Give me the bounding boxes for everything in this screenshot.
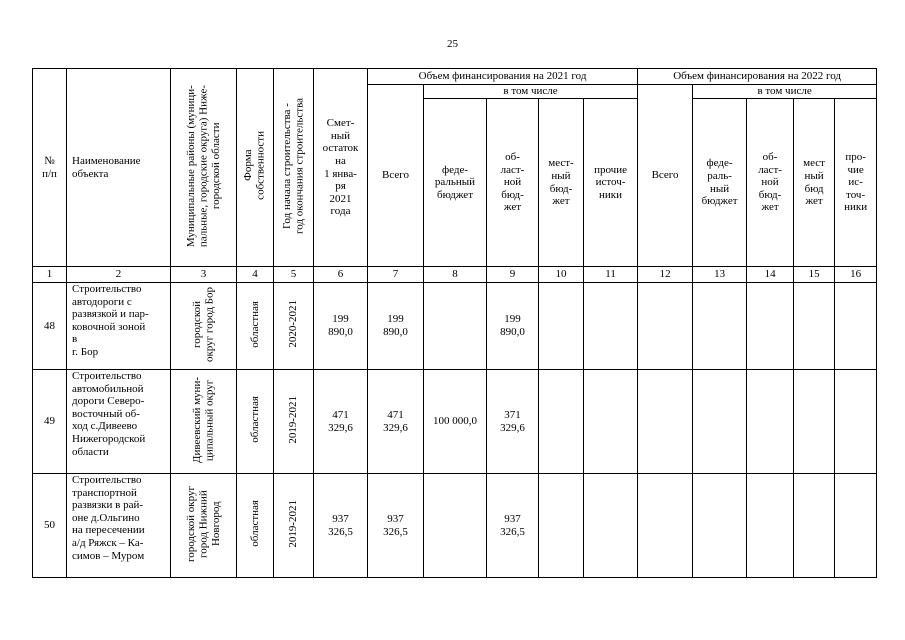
header-regional-2021: об- ласт- ной бюд- жет: [487, 99, 539, 267]
col-number: 5: [274, 267, 314, 283]
regional-2021-cell: 937 326,5: [487, 474, 539, 578]
federal-2021-cell: 100 000,0: [424, 370, 487, 474]
empty-cell: [747, 370, 794, 474]
ownership-cell: областная: [237, 283, 274, 370]
row-num: 49: [33, 370, 67, 474]
total-2021-cell: 199 890,0: [368, 283, 424, 370]
balance-cell: 937 326,5: [314, 474, 368, 578]
empty-cell: [539, 283, 584, 370]
empty-cell: [584, 283, 638, 370]
header-fin-2022: Объем финансирования на 2022 год: [638, 69, 877, 85]
col-number: 6: [314, 267, 368, 283]
empty-cell: [835, 283, 877, 370]
row-num: 50: [33, 474, 67, 578]
years-cell: 2020-2021: [274, 283, 314, 370]
table-row: [33, 370, 877, 474]
table-row: [33, 283, 877, 370]
empty-cell: [693, 370, 747, 474]
empty-cell: [584, 370, 638, 474]
header-incl-2021: в том числе: [424, 85, 638, 99]
header-fin-2021: Объем финансирования на 2021 год: [368, 69, 638, 85]
col-number: 3: [171, 267, 237, 283]
object-name: Строительство автомобильной дороги Северо- восточный об- ход с.Дивеево Нижегородской области: [67, 370, 171, 474]
header-years: Год начала строительства - год окончания строительства: [274, 69, 314, 267]
regional-2021-cell: 371 329,6: [487, 370, 539, 474]
empty-cell: [794, 370, 835, 474]
table-row: [33, 474, 877, 578]
header-ownership: Форма собственности: [237, 69, 274, 267]
total-2021-cell: 937 326,5: [368, 474, 424, 578]
header-district: Муниципальные районы (муници- пальные, городские округа) Ниже- городской области: [171, 69, 237, 267]
header-federal-2022: феде- раль- ный бюджет: [693, 99, 747, 267]
header-balance: Смет- ный остаток на 1 янва- ря 2021 года: [314, 69, 368, 267]
col-number: 10: [539, 267, 584, 283]
empty-cell: [794, 283, 835, 370]
empty-cell: [693, 283, 747, 370]
col-number: 7: [368, 267, 424, 283]
col-number: 9: [487, 267, 539, 283]
empty-cell: [747, 283, 794, 370]
header-total-2022: Всего: [638, 85, 693, 267]
balance-cell: 199 890,0: [314, 283, 368, 370]
balance-cell: 471 329,6: [314, 370, 368, 474]
object-name: Строительство транспортной развязки в рай- оне д.Ольгино на пересечении а/д Ряжск – Ка- симов – Муром: [67, 474, 171, 578]
header-total-2021: Всего: [368, 85, 424, 267]
col-number: 4: [237, 267, 274, 283]
col-number: 13: [693, 267, 747, 283]
page-number: 25: [447, 38, 458, 50]
empty-cell: [638, 474, 693, 578]
header-other-2022: про- чие ис- точ- ники: [835, 99, 877, 267]
ownership-cell: областная: [237, 370, 274, 474]
district-cell: городской округ город Нижний Новгород: [171, 474, 237, 578]
total-2021-cell: 471 329,6: [368, 370, 424, 474]
col-number: 11: [584, 267, 638, 283]
years-cell: 2019-2021: [274, 474, 314, 578]
empty-cell: [794, 474, 835, 578]
col-number: 16: [835, 267, 877, 283]
empty-cell: [638, 283, 693, 370]
header-local-2021: мест- ный бюд- жет: [539, 99, 584, 267]
empty-cell: [747, 474, 794, 578]
row-num: 48: [33, 283, 67, 370]
col-number: 1: [33, 267, 67, 283]
column-number-row: [33, 267, 877, 283]
empty-cell: [539, 474, 584, 578]
header-incl-2022: в том числе: [693, 85, 877, 99]
object-name: Строительство автодороги с развязкой и пар- ковочной зоной в г. Бор: [67, 283, 171, 370]
ownership-cell: областная: [237, 474, 274, 578]
financing-table: [32, 68, 877, 578]
col-number: 14: [747, 267, 794, 283]
years-cell: 2019-2021: [274, 370, 314, 474]
empty-cell: [584, 474, 638, 578]
federal-2021-cell: [424, 474, 487, 578]
col-number: 2: [67, 267, 171, 283]
empty-cell: [539, 370, 584, 474]
header-federal-2021: феде- ральный бюджет: [424, 99, 487, 267]
empty-cell: [835, 474, 877, 578]
header-name: Наименование объекта: [67, 69, 171, 267]
col-number: 15: [794, 267, 835, 283]
empty-cell: [693, 474, 747, 578]
header-regional-2022: об- ласт- ной бюд- жет: [747, 99, 794, 267]
regional-2021-cell: 199 890,0: [487, 283, 539, 370]
header-num: № п/п: [33, 69, 67, 267]
header-local-2022: мест ный бюд жет: [794, 99, 835, 267]
col-number: 12: [638, 267, 693, 283]
federal-2021-cell: [424, 283, 487, 370]
empty-cell: [835, 370, 877, 474]
header-other-2021: прочие источ- ники: [584, 99, 638, 267]
district-cell: городской округ город Бор: [171, 283, 237, 370]
empty-cell: [638, 370, 693, 474]
col-number: 8: [424, 267, 487, 283]
district-cell: Дивеевский муни- ципальный округ: [171, 370, 237, 474]
